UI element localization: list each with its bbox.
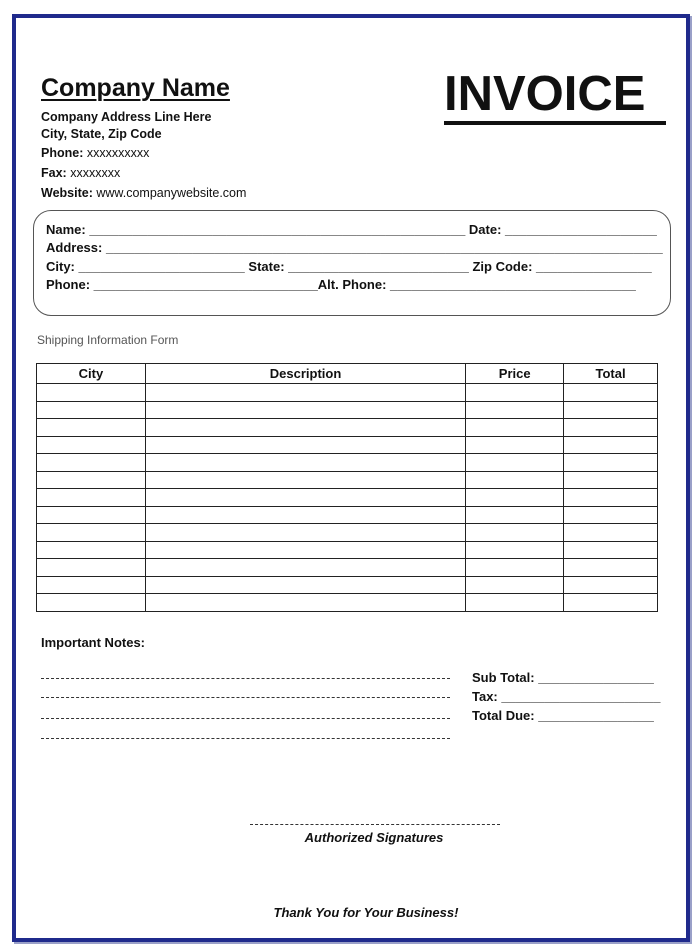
table-row xyxy=(37,559,658,577)
customer-address-line[interactable]: Address: _____________________________________________________________________________ xyxy=(46,240,663,255)
column-header-city: City xyxy=(37,364,146,384)
description-cell[interactable] xyxy=(145,541,465,559)
website-label: Website: xyxy=(41,186,93,200)
table-row xyxy=(37,454,658,472)
table-row xyxy=(37,489,658,507)
city-cell[interactable] xyxy=(37,576,146,594)
city-cell[interactable] xyxy=(37,436,146,454)
table-header-row xyxy=(37,364,658,384)
customer-phone-line[interactable]: Phone: _______________________________Alt. Phone: __________________________________ xyxy=(46,277,636,292)
total-cell[interactable] xyxy=(564,401,658,419)
table-body xyxy=(37,384,658,612)
price-cell[interactable] xyxy=(466,471,564,489)
price-cell[interactable] xyxy=(466,559,564,577)
total-cell[interactable] xyxy=(564,524,658,542)
sub-total-line[interactable]: Sub Total: ________________ xyxy=(472,670,654,685)
fax-value: xxxxxxxx xyxy=(70,166,121,180)
total-cell[interactable] xyxy=(564,576,658,594)
city-cell[interactable] xyxy=(37,506,146,524)
description-cell[interactable] xyxy=(145,524,465,542)
table-row xyxy=(37,401,658,419)
description-cell[interactable] xyxy=(145,594,465,612)
city-cell[interactable] xyxy=(37,541,146,559)
city-cell[interactable] xyxy=(37,471,146,489)
price-cell[interactable] xyxy=(466,384,564,402)
total-cell[interactable] xyxy=(564,419,658,437)
city-cell[interactable] xyxy=(37,489,146,507)
description-cell[interactable] xyxy=(145,384,465,402)
customer-city-state-zip-line[interactable]: City: _______________________ State: _________________________ Zip Code: ________________ xyxy=(46,259,652,274)
description-cell[interactable] xyxy=(145,401,465,419)
phone-label: Phone: xyxy=(41,146,84,160)
customer-name-date-line[interactable]: Name: ____________________________________________________ Date: _____________________ xyxy=(46,222,657,237)
table-row xyxy=(37,506,658,524)
total-cell[interactable] xyxy=(564,594,658,612)
notes-line[interactable] xyxy=(41,718,450,719)
city-cell[interactable] xyxy=(37,454,146,472)
city-cell[interactable] xyxy=(37,384,146,402)
price-cell[interactable] xyxy=(466,489,564,507)
total-cell[interactable] xyxy=(564,489,658,507)
shipping-table xyxy=(36,363,658,612)
price-cell[interactable] xyxy=(466,524,564,542)
description-cell[interactable] xyxy=(145,471,465,489)
city-cell[interactable] xyxy=(37,594,146,612)
description-cell[interactable] xyxy=(145,559,465,577)
total-cell[interactable] xyxy=(564,454,658,472)
thank-you-message: Thank You for Your Business! xyxy=(273,905,459,920)
total-cell[interactable] xyxy=(564,541,658,559)
company-city-state-zip: City, State, Zip Code xyxy=(41,127,162,141)
phone-value: xxxxxxxxxx xyxy=(86,146,150,160)
important-notes-label: Important Notes: xyxy=(41,635,145,650)
fax-label: Fax: xyxy=(41,166,67,180)
column-header-total: Total xyxy=(564,364,658,384)
description-cell[interactable] xyxy=(145,489,465,507)
price-cell[interactable] xyxy=(466,454,564,472)
company-address-line: Company Address Line Here xyxy=(41,110,212,124)
tax-line[interactable]: Tax: ______________________ xyxy=(472,689,661,704)
table-row xyxy=(37,576,658,594)
table-row xyxy=(37,384,658,402)
total-due-line[interactable]: Total Due: ________________ xyxy=(472,708,654,723)
invoice-title: INVOICE xyxy=(444,67,646,121)
company-fax xyxy=(41,166,120,180)
description-cell[interactable] xyxy=(145,419,465,437)
description-cell[interactable] xyxy=(145,576,465,594)
price-cell[interactable] xyxy=(466,436,564,454)
total-cell[interactable] xyxy=(564,436,658,454)
city-cell[interactable] xyxy=(37,559,146,577)
notes-line[interactable] xyxy=(41,678,450,679)
description-cell[interactable] xyxy=(145,454,465,472)
notes-line[interactable] xyxy=(41,738,450,739)
price-cell[interactable] xyxy=(466,506,564,524)
price-cell[interactable] xyxy=(466,541,564,559)
notes-line[interactable] xyxy=(41,697,450,698)
website-value: www.companywebsite.com xyxy=(96,186,247,200)
city-cell[interactable] xyxy=(37,419,146,437)
price-cell[interactable] xyxy=(466,401,564,419)
column-header-price: Price xyxy=(466,364,564,384)
company-website xyxy=(41,186,246,200)
signature-line[interactable] xyxy=(250,824,500,825)
company-name: Company Name xyxy=(41,74,230,102)
table-row xyxy=(37,471,658,489)
city-cell[interactable] xyxy=(37,524,146,542)
authorized-signatures-label: Authorized Signatures xyxy=(304,830,444,845)
description-cell[interactable] xyxy=(145,436,465,454)
total-cell[interactable] xyxy=(564,384,658,402)
table-row xyxy=(37,436,658,454)
column-header-description: Description xyxy=(145,364,465,384)
description-cell[interactable] xyxy=(145,506,465,524)
total-cell[interactable] xyxy=(564,559,658,577)
price-cell[interactable] xyxy=(466,419,564,437)
total-cell[interactable] xyxy=(564,506,658,524)
table-caption: Shipping Information Form xyxy=(37,333,179,347)
price-cell[interactable] xyxy=(466,594,564,612)
table-row xyxy=(37,594,658,612)
table-row xyxy=(37,541,658,559)
total-cell[interactable] xyxy=(564,471,658,489)
invoice-title-rule xyxy=(444,121,666,125)
table-row xyxy=(37,419,658,437)
price-cell[interactable] xyxy=(466,576,564,594)
city-cell[interactable] xyxy=(37,401,146,419)
table-row xyxy=(37,524,658,542)
company-phone xyxy=(41,146,149,160)
